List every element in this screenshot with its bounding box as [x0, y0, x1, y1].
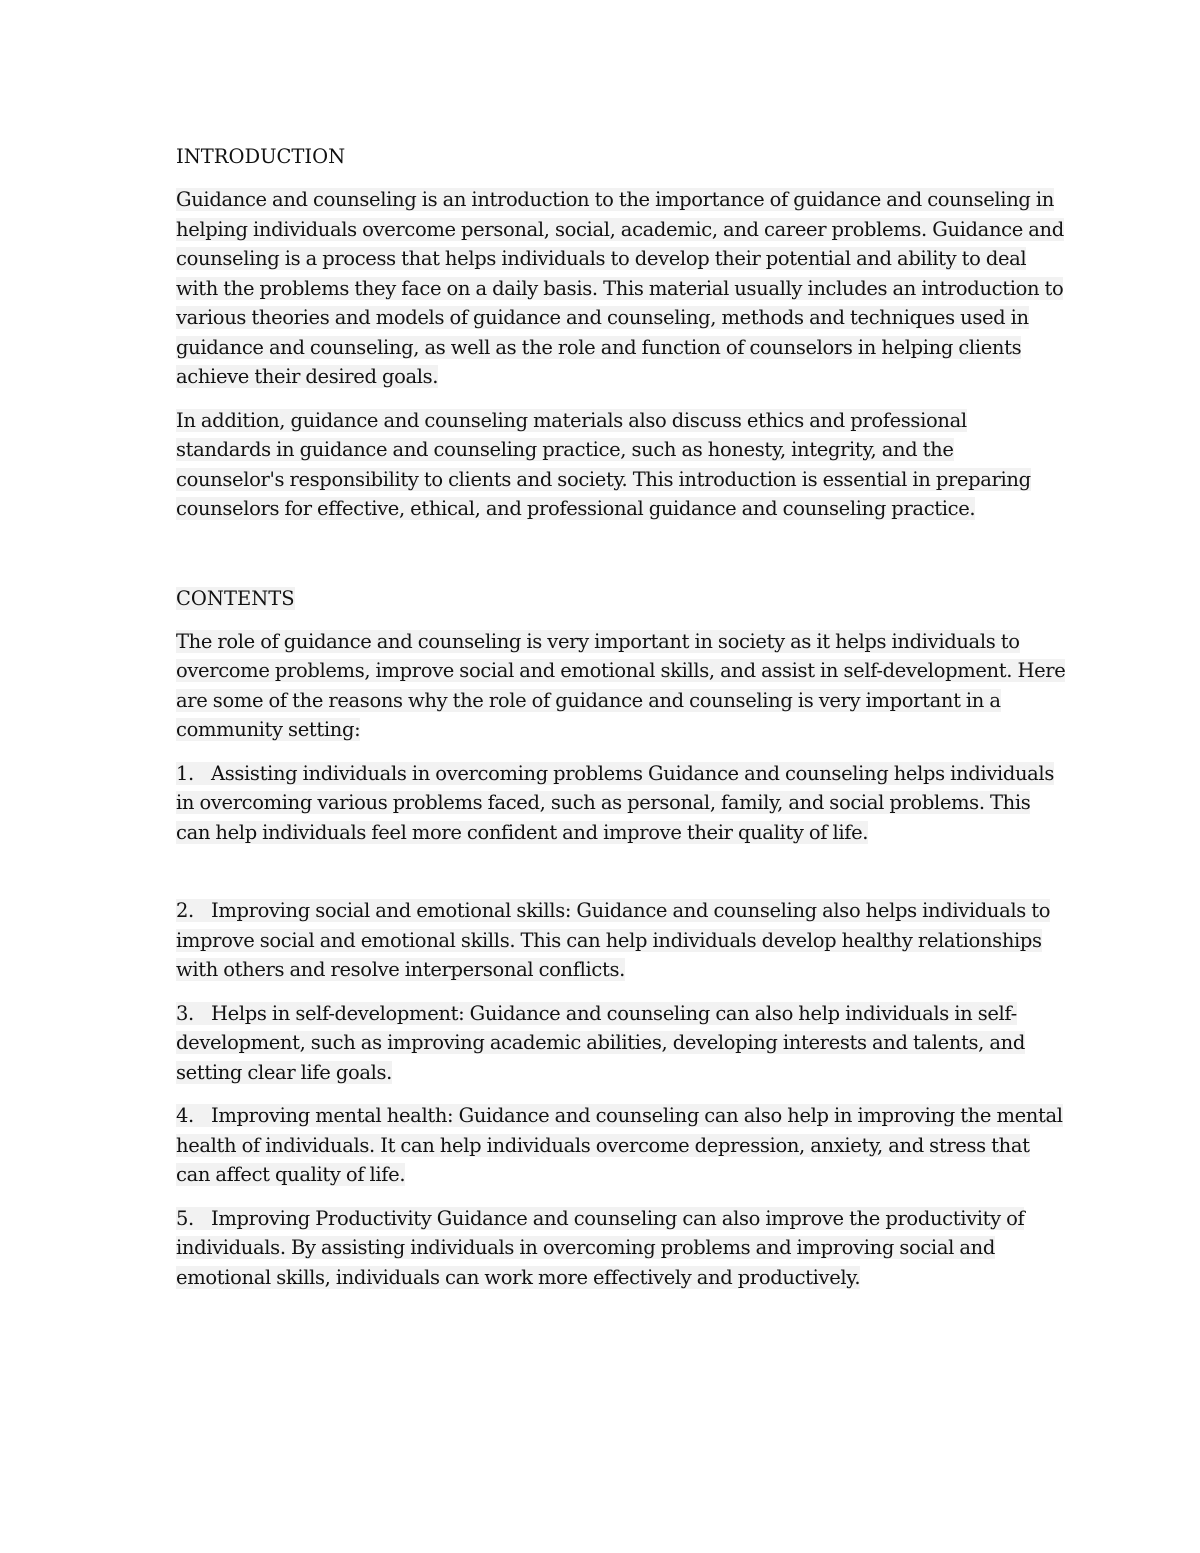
list-item-3-number: 3.: [176, 1001, 194, 1025]
list-item-5-number: 5.: [176, 1206, 194, 1230]
list-item-5-content: [176, 1207, 1024, 1289]
list-item-3: [176, 999, 1066, 1088]
list-item-2: [176, 896, 1066, 985]
introduction-paragraph-2: [176, 406, 1066, 524]
list-item-4: [176, 1101, 1066, 1190]
introduction-heading: [176, 142, 1066, 171]
list-item-1-number: 1.: [176, 761, 194, 785]
list-item-4-content: [176, 1104, 1063, 1186]
list-item-3-text: Helps in self-development: Guidance and counseling can also help individuals in self-development, such as improving academic abilities, developing interests and talents, and setting clear life goals.: [176, 1001, 1025, 1084]
list-item-1-content: [176, 762, 1054, 844]
list-item-1-text: Assisting individuals in overcoming problems Guidance and counseling helps individuals in overcoming various problems faced, such as personal, family, and social problems. This can help individuals feel more confident and improve their quality of life.: [176, 761, 1054, 844]
introduction-heading-text: INTRODUCTION: [176, 145, 346, 168]
list-spacer: [176, 861, 1066, 896]
list-item-2-number: 2.: [176, 899, 194, 922]
list-item-3-content: [176, 1002, 1025, 1084]
contents-intro-text: The role of guidance and counseling is very important in society as it helps individuals to overcome problems, improve social and emotional skills, and assist in self-development. Here are some of the reasons why the role of guidance and counseling is very important in a community setting:: [176, 629, 1066, 741]
list-item-5-text: Improving Productivity Guidance and counseling can also improve the productivity of individuals. By assisting individuals in overcoming problems and improving social and emotional skills, individuals can work more effectively and productively.: [176, 1206, 1025, 1289]
list-item-4-text: Improving mental health: Guidance and counseling can also help in improving the mental health of individuals. It can help individuals overcome depression, anxiety, and stress that can affect quality of life.: [176, 1104, 1063, 1186]
introduction-paragraph-2-text: In addition, guidance and counseling materials also discuss ethics and professional standards in guidance and counseling practice, such as honesty, integrity, and the counselor's responsibility to clients and society. This introduction is essential in preparing counselors for effective, ethical, and professional guidance and counseling practice.: [176, 408, 1031, 520]
list-item-2-text: Improving social and emotional skills: Guidance and counseling also helps individuals to improve social and emotional skills. This can help individuals develop healthy relationships with others and resolve interpersonal conflicts.: [176, 899, 1051, 981]
list-item-5: [176, 1204, 1066, 1293]
introduction-paragraph-1: [176, 185, 1066, 392]
contents-heading-text: CONTENTS: [176, 586, 295, 610]
list-item-1: [176, 759, 1066, 848]
section-spacer: [176, 538, 1066, 584]
list-item-4-number: 4.: [176, 1104, 194, 1127]
contents-intro-paragraph: [176, 627, 1066, 745]
list-item-2-content: [176, 899, 1050, 981]
document-body: [176, 142, 1066, 1306]
contents-heading: [176, 584, 1066, 613]
introduction-paragraph-1-text: Guidance and counseling is an introduction to the importance of guidance and counseling in helping individuals overcome personal, social, academic, and career problems. Guidance and counseling is a process that helps individuals to develop their potential and ability to deal with the problems they face on a daily basis. This material usually includes an introduction to various theories and models of guidance and counseling, methods and techniques used in guidance and counseling, as well as the role and function of counselors in helping clients achieve their desired goals.: [176, 188, 1064, 388]
